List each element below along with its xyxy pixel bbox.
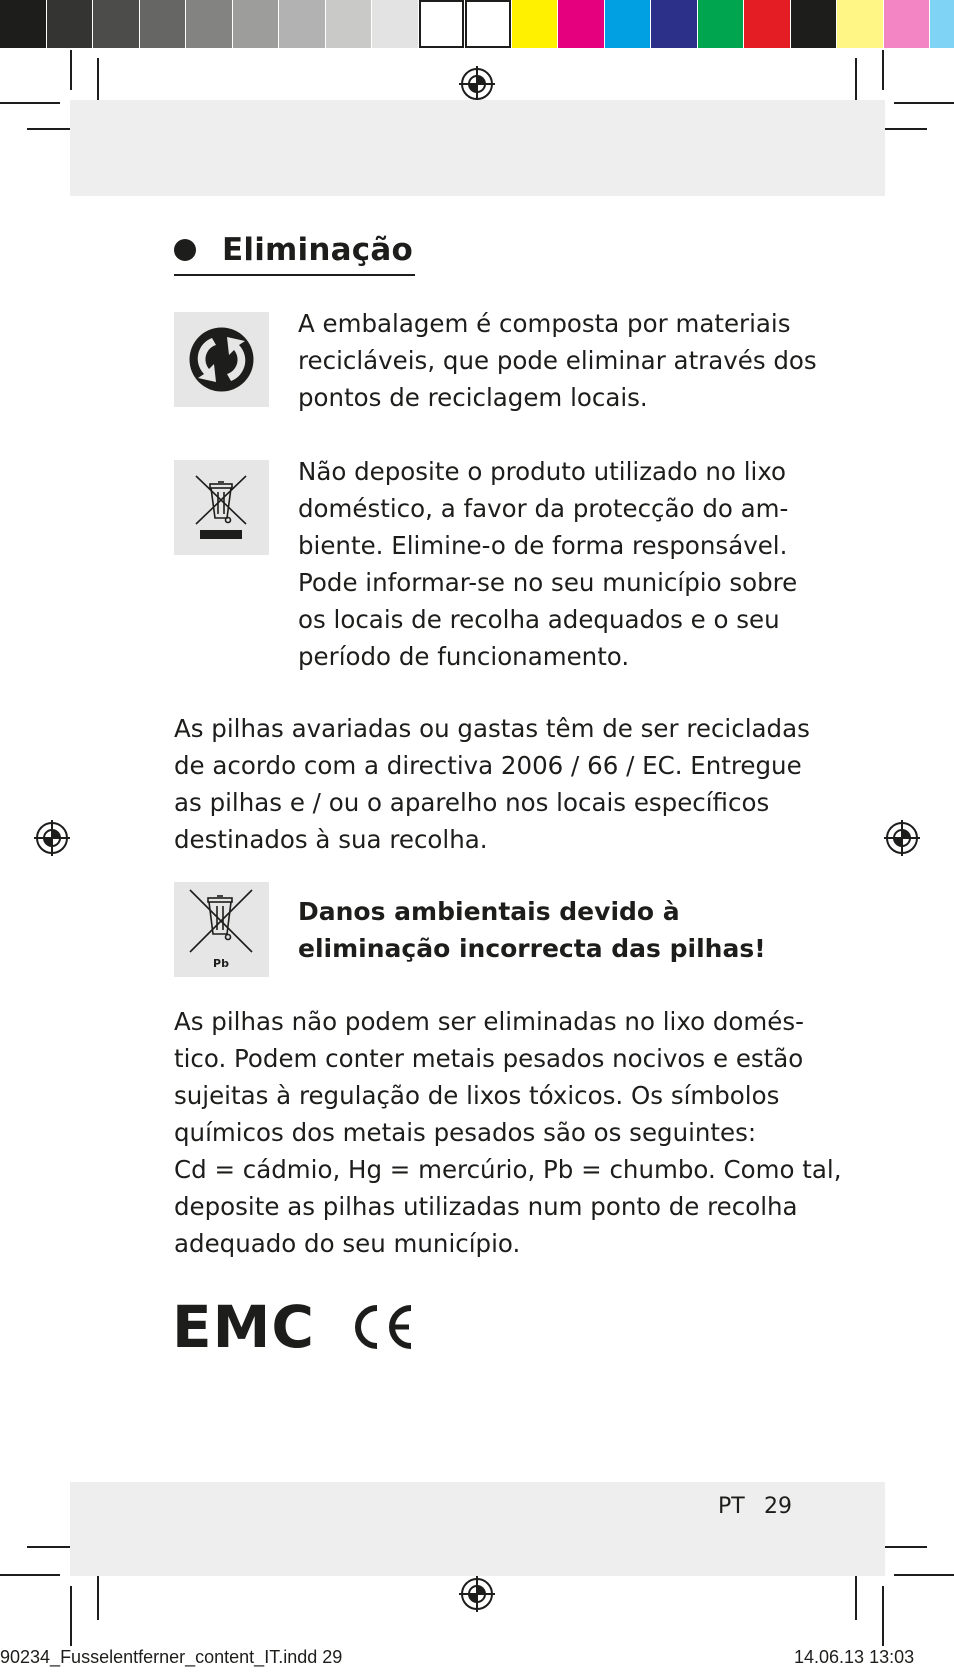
section-heading — [174, 226, 415, 276]
color-swatch — [651, 0, 697, 48]
color-swatch — [558, 0, 604, 48]
product-disposal-paragraph — [298, 453, 797, 675]
crossed-out-wheelie-bin-icon — [174, 460, 269, 555]
text-line: Pode informar-se no seu município sobre — [298, 568, 798, 597]
color-swatch — [372, 0, 418, 48]
text-line: período de funcionamento. — [298, 642, 630, 671]
color-swatch — [930, 0, 954, 48]
color-swatch — [512, 0, 558, 48]
text-line: doméstico, a favor da protecção do am- — [298, 494, 789, 523]
text-line: deposite as pilhas utilizadas num ponto de recolha — [174, 1192, 798, 1221]
language-code: PT — [718, 1494, 745, 1519]
crop-mark — [882, 50, 884, 90]
text-line: adequado do seu município. — [174, 1229, 521, 1258]
color-calibration-bar — [0, 0, 954, 50]
crop-mark — [894, 102, 954, 104]
color-swatch — [605, 0, 651, 48]
text-line: As pilhas avariadas ou gastas têm de ser recicladas — [174, 714, 810, 743]
warning-heading — [298, 893, 766, 967]
packaging-paragraph — [298, 305, 817, 416]
text-line: destinados à sua recolha. — [174, 825, 488, 854]
text-line: os locais de recolha adequados e o seu — [298, 605, 780, 634]
text-line: as pilhas e / ou o aparelho nos locais específicos — [174, 788, 770, 817]
crop-mark — [894, 1574, 954, 1576]
registration-mark-icon — [459, 1576, 495, 1612]
text-line: sujeitas à regulação de lixos tóxicos. Os símbolos — [174, 1081, 780, 1110]
section-title: Eliminação — [222, 232, 413, 268]
footer-band — [70, 1482, 885, 1576]
header-band — [70, 100, 885, 196]
color-swatch — [0, 0, 46, 48]
registration-mark-icon — [459, 66, 495, 102]
color-swatch — [419, 0, 465, 48]
file-slug: 90234_Fusselentferner_content_IT.indd 29 — [0, 1647, 343, 1667]
heading-bullet — [174, 239, 196, 261]
heavy-metals-paragraph — [174, 1003, 842, 1262]
color-swatch — [47, 0, 93, 48]
color-swatch — [837, 0, 883, 48]
text-line: de acordo com a directiva 2006 / 66 / EC. Entregue — [174, 751, 802, 780]
page-number: 29 — [764, 1494, 792, 1519]
batteries-paragraph — [174, 710, 810, 858]
text-line: químicos dos metais pesados são os seguintes: — [174, 1118, 757, 1147]
text-line: biente. Elimine-o de forma responsável. — [298, 531, 788, 560]
text-line: recicláveis, que pode eliminar através dos — [298, 346, 817, 375]
emc-mark: EMC — [172, 1293, 315, 1361]
crop-mark — [882, 1586, 884, 1646]
color-swatch — [186, 0, 232, 48]
registration-mark-icon — [34, 820, 70, 856]
text-line: Danos ambientais devido à — [298, 897, 680, 926]
color-swatch — [698, 0, 744, 48]
green-dot-recycling-icon — [174, 312, 269, 407]
text-line: Cd = cádmio, Hg = mercúrio, Pb = chumbo. Como tal, — [174, 1155, 842, 1184]
crop-mark — [0, 102, 60, 104]
color-swatch — [326, 0, 372, 48]
color-swatch — [93, 0, 139, 48]
color-swatch — [744, 0, 790, 48]
registration-mark-icon — [884, 820, 920, 856]
text-line: A embalagem é composta por materiais — [298, 309, 791, 338]
color-swatch — [279, 0, 325, 48]
text-line: Não deposite o produto utilizado no lixo — [298, 457, 787, 486]
crop-mark — [70, 50, 72, 90]
color-swatch — [791, 0, 837, 48]
crossed-out-bin-pb-icon — [174, 882, 269, 977]
color-swatch — [233, 0, 279, 48]
color-swatch — [140, 0, 186, 48]
date-slug: 14.06.13 13:03 — [794, 1647, 915, 1667]
crop-mark — [0, 1574, 60, 1576]
color-swatch — [884, 0, 930, 48]
crop-mark — [70, 1586, 72, 1646]
text-line: eliminação incorrecta das pilhas! — [298, 934, 766, 963]
text-line: As pilhas não podem ser eliminadas no lixo domés- — [174, 1007, 804, 1036]
text-line: tico. Podem conter metais pesados nocivos e estão — [174, 1044, 804, 1073]
color-swatch — [465, 0, 511, 48]
text-line: pontos de reciclagem locais. — [298, 383, 648, 412]
ce-mark-icon — [347, 1302, 417, 1352]
battery-pb-label: Pb — [213, 957, 229, 970]
